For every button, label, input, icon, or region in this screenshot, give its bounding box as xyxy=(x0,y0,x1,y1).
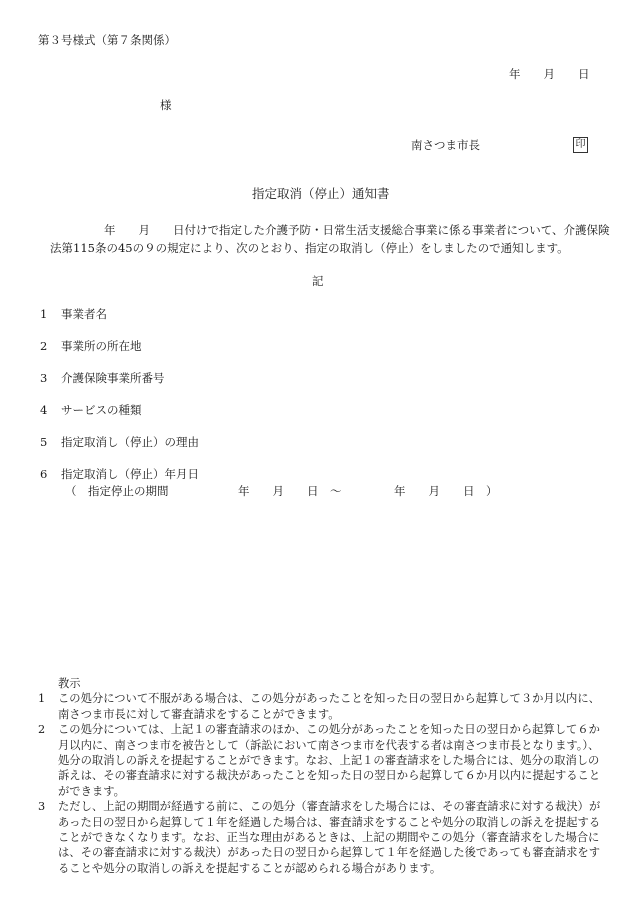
item-number: 5 xyxy=(40,435,48,449)
item-number: 1 xyxy=(40,307,48,321)
item-number: 2 xyxy=(40,339,48,353)
instruction-item xyxy=(38,799,608,876)
document-title: 指定取消（停止）通知書 xyxy=(252,186,390,201)
body-line-2: 法第115条の45の９の規定により、次のとおり、指定の取消し（停止）をしましたので通知します。 xyxy=(50,241,569,255)
instructions-heading: 教示 xyxy=(58,677,81,690)
seal-mark: 印 xyxy=(573,137,588,153)
date-line: 年 月 日 xyxy=(509,67,590,81)
item-label-business-name: 事業者名 xyxy=(61,307,107,321)
instruction-number: 3 xyxy=(38,800,46,814)
body-line-1: 年 月 日付けで指定した介護予防・日常生活支援総合事業に係る事業者について、介護保険 xyxy=(104,223,610,237)
suspension-period-label: （ 指定停止の期間 xyxy=(65,484,169,498)
suspension-period-from: 年 月 日 ～ xyxy=(238,484,342,498)
instruction-item xyxy=(38,722,608,799)
item-label-reason: 指定取消し（停止）の理由 xyxy=(61,435,199,449)
addressee-suffix: 様 xyxy=(160,98,172,112)
instructions-section xyxy=(38,676,608,876)
item-label-service-type: サービスの種類 xyxy=(61,403,142,417)
instruction-text: ただし、上記の期間が経過する前に、この処分（審査請求をした場合には、その審査請求に対する裁決）があった日の翌日から起算して１年を経過した場合は、審査請求をすることや処分の取消しの訴えを提起することができなくなります。なお、正当な理由があるときは、上記の期間やこの処分（審査請求をした場合には、その審査請求に対する裁決）があった日の翌日から起算して１年を経過した後であっても審査請求をすることや処分の取消しの訴えを提起することが認められる場合があります。 xyxy=(58,800,601,875)
instruction-number: 1 xyxy=(38,692,46,706)
instruction-text: この処分については、上記１の審査請求のほか、この処分があったことを知った日の翌日から起算して６か月以内に、南さつま市を被告として（訴訟において南さつま市を代表する者は南さつま市長となります。）、処分の取消しの訴えを提起することができます。なお、上記１の審査請求をした場合には、処分の取消しの訴えは、その審査請求に対する裁決があったことを知った日の翌日から起算して６か月以内に提起することができます。 xyxy=(58,723,601,798)
item-number: 4 xyxy=(40,403,48,417)
instruction-text: この処分について不服がある場合は、この処分があったことを知った日の翌日から起算して３か月以内に、南さつま市長に対して審査請求をすることができます。 xyxy=(58,692,600,721)
item-number: 6 xyxy=(40,467,48,481)
instruction-number: 2 xyxy=(38,723,46,737)
form-number: 第３号様式（第７条関係） xyxy=(38,33,176,47)
ki-heading: 記 xyxy=(312,274,324,288)
suspension-period-to: 年 月 日 ） xyxy=(394,484,498,498)
item-label-office-number: 介護保険事業所番号 xyxy=(61,371,165,385)
item-label-office-address: 事業所の所在地 xyxy=(61,339,142,353)
instruction-item xyxy=(38,691,608,722)
item-label-date: 指定取消し（停止）年月日 xyxy=(61,467,199,481)
issuer-name: 南さつま市長 xyxy=(411,138,480,152)
item-number: 3 xyxy=(40,371,48,385)
